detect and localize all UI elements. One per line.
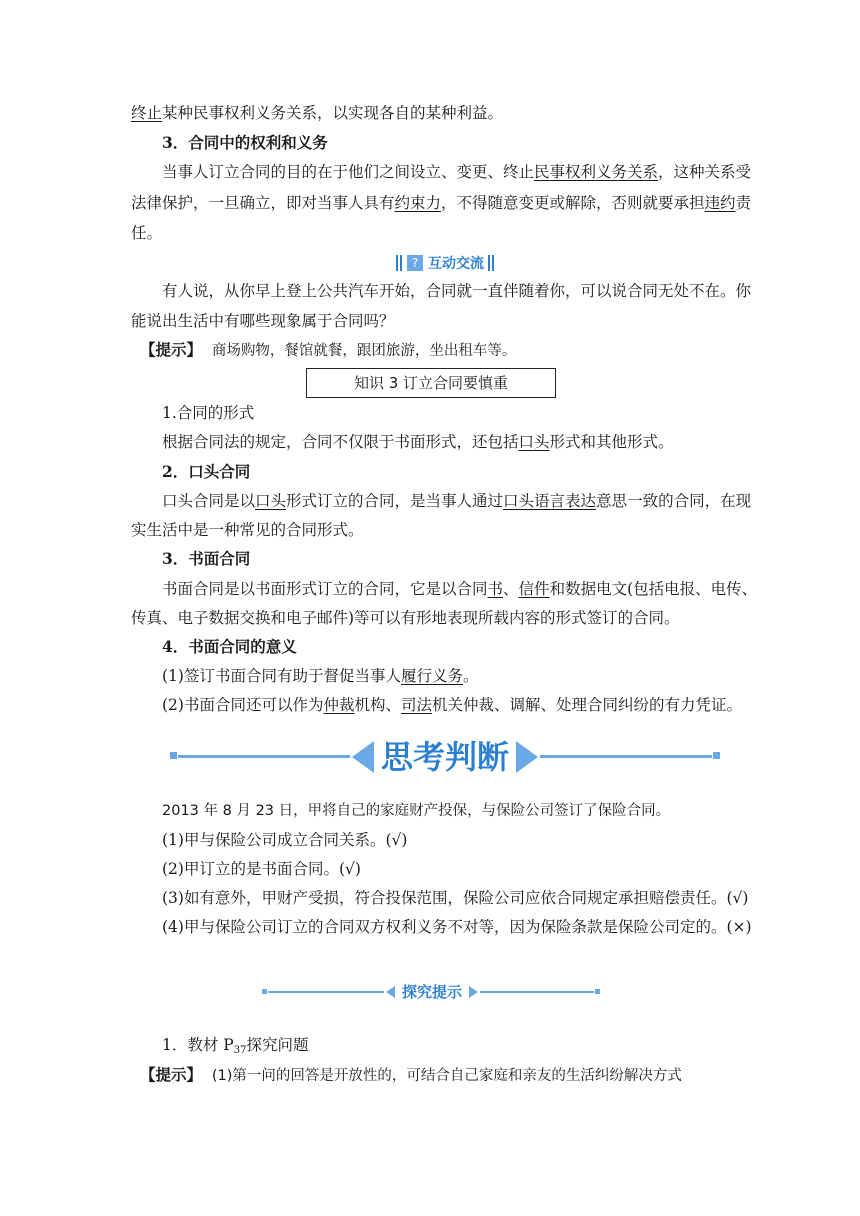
underlined-term: 民事权利义务关系: [534, 163, 659, 181]
hint-label: 【提示】: [140, 340, 203, 359]
banner-title: 思考判断: [380, 738, 509, 776]
paragraph-continued: 终止某种民事权利义务关系，以实现各自的某种利益。: [131, 104, 504, 122]
explore-hint-banner: [262, 980, 600, 1004]
explore-question: 1．教材 $P_{37}$探究问题: [162, 1036, 309, 1056]
underlined-term: 信件: [518, 580, 550, 598]
judgment-item: (3)如有意外，甲财产受损，符合投保范围，保险公司应依合同规定承担赔偿责任。(√): [162, 889, 749, 907]
underlined-term: 司法: [401, 696, 433, 714]
paragraph-line: 传真、电子数据交换和电子邮件)等可以有形地表现所载内容的形式签订的合同。: [131, 609, 680, 627]
paragraph-line: (2)书面合同还可以作为仲裁机构、司法机关仲裁、调解、处理合同纠纷的有力凭证。: [162, 696, 743, 714]
section-heading: 1.合同的形式: [162, 404, 255, 422]
interaction-header: [396, 252, 496, 274]
underlined-term: 约束力: [394, 194, 442, 212]
question-line: 能说出生活中有哪些现象属于合同吗？: [131, 312, 395, 330]
section-heading: 3．书面合同: [162, 549, 251, 568]
banner-title: 探究提示: [401, 983, 462, 1001]
right-arrow-icon: [469, 986, 478, 998]
left-arrow-icon: [386, 986, 395, 998]
judgment-item: (1)甲与保险公司成立合同关系。(√): [162, 831, 408, 849]
paragraph-line: 口头合同是以口头形式订立的合同，是当事人通过口头语言表达意思一致的合同，在现: [162, 492, 752, 510]
thinking-judgment-banner: [170, 735, 720, 779]
underlined-term: 口头: [255, 492, 287, 510]
underlined-term: 违约: [704, 194, 736, 212]
paragraph-line: 书面合同是以书面形式订立的合同，它是以合同书、信件和数据电文(包括电报、电传、: [162, 580, 758, 598]
judgment-item: (4)甲与保险公司订立的合同双方权利义务不对等，因为保险条款是保险公司定的。(×): [162, 918, 752, 936]
underlined-term: 仲裁: [323, 696, 355, 714]
section-heading: 4．书面合同的意义: [162, 637, 297, 656]
judgment-intro: 2013 年 8 月 23 日，甲将自己的家庭财产投保，与保险公司签订了保险合同。: [162, 803, 671, 819]
underlined-term: 书: [487, 580, 504, 598]
question-icon: ?: [407, 255, 423, 271]
judgment-item: (2)甲订立的是书面合同。(√): [162, 860, 361, 878]
section-heading-3: 3．合同中的权利和义务: [162, 133, 328, 152]
paragraph-line: (1)签订书面合同有助于督促当事人履行义务。: [162, 667, 479, 685]
paragraph-line: 实生活中是一种常见的合同形式。: [131, 521, 364, 539]
knowledge-3-heading: 知识 3 订立合同要慎重: [306, 368, 556, 398]
hint-line: 【提示】 商场购物，餐馆就餐，跟团旅游，坐出租车等。: [140, 340, 517, 359]
underlined-term: 口头语言表达: [503, 492, 597, 510]
question-line: 有人说，从你早上登上公共汽车开始，合同就一直伴随着你，可以说合同无处不在。你: [162, 282, 752, 300]
left-arrow-icon: [352, 741, 374, 773]
right-arrow-icon: [516, 741, 538, 773]
paragraph-line: 任。: [131, 224, 163, 242]
paragraph-line: 法律保护，一旦确立，即对当事人具有约束力，不得随意变更或解除，否则就要承担违约责: [131, 194, 752, 212]
paragraph-line: 当事人订立合同的目的在于他们之间设立、变更、终止民事权利义务关系，这种关系受: [162, 163, 752, 181]
section-heading: 2．口头合同: [162, 462, 251, 481]
underlined-term: 口头: [518, 433, 550, 451]
interaction-title: 互动交流: [428, 256, 484, 272]
hint-line: 【提示】 (1)第一问的回答是开放性的，可结合自己家庭和亲友的生活纠纷解决方式: [140, 1065, 682, 1084]
paragraph-line: 根据合同法的规定，合同不仅限于书面形式，还包括口头形式和其他形式。: [162, 433, 674, 451]
hint-label: 【提示】: [140, 1065, 203, 1084]
underlined-term: 终止: [131, 104, 163, 122]
underlined-term: 履行义务: [400, 667, 463, 685]
